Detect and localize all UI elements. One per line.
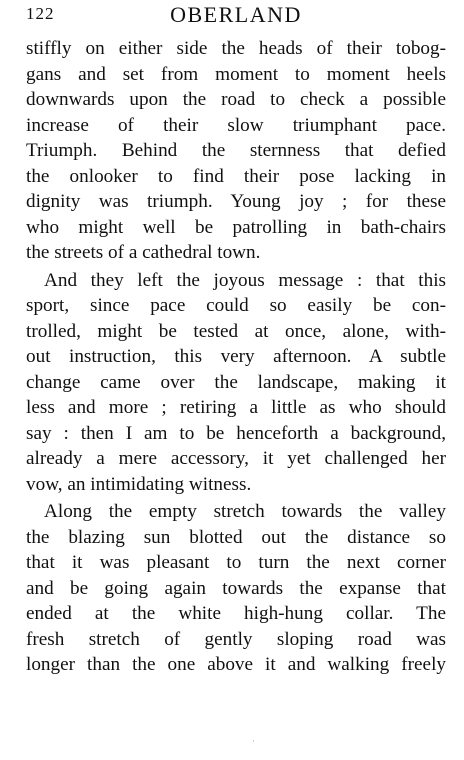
text-line: already a mere accessory, it yet challenged her	[26, 448, 446, 469]
body-text	[26, 36, 446, 678]
paragraph-3	[26, 499, 446, 678]
text-line: Triumph. Behind the sternness that defied	[26, 140, 446, 161]
text-line: out instruction, this very afternoon. A subtle	[26, 346, 446, 367]
text-line: say : then I am to be henceforth a background,	[26, 422, 446, 444]
text-line: the blazing sun blotted out the distance so	[26, 526, 446, 548]
printer-mark: ·	[252, 737, 255, 746]
text-line: who might well be patrolling in bath-chairs	[26, 216, 446, 238]
paragraph-1	[26, 36, 446, 266]
text-line: vow, an intimidating witness.	[26, 473, 252, 495]
text-line: fresh stretch of gently sloping road was	[26, 628, 446, 650]
text-line: less and more ; retiring a little as who should	[26, 397, 446, 418]
paragraph-2	[26, 268, 446, 498]
text-line: downwards upon the road to check a possible	[26, 89, 446, 110]
text-line: the streets of a cathedral town.	[26, 242, 261, 263]
text-line: change came over the landscape, making it	[26, 371, 446, 393]
text-line: that it was pleasant to turn the next corner	[26, 552, 446, 573]
text-line: stiffly on either side the heads of their tobog-	[26, 38, 446, 59]
text-line: increase of their slow triumphant pace.	[26, 114, 446, 136]
text-line: the onlooker to find their pose lacking in	[26, 165, 446, 187]
text-line: longer than the one above it and walking freely	[26, 654, 446, 675]
text-line: trolled, might be tested at once, alone, with-	[26, 320, 446, 342]
text-line: And they left the joyous message : that this	[44, 269, 446, 291]
text-line: ended at the white high-hung collar. The	[26, 603, 446, 624]
text-line: gans and set from moment to moment heels	[26, 63, 446, 85]
running-title: OBERLAND	[170, 2, 302, 27]
text-line: and be going again towards the expanse that	[26, 577, 446, 599]
text-line: Along the empty stretch towards the valley	[44, 501, 446, 522]
page-number: 122	[26, 4, 55, 23]
text-line: dignity was triumph. Young joy ; for these	[26, 191, 446, 212]
text-line: sport, since pace could so easily be con-	[26, 295, 446, 316]
running-head	[26, 2, 446, 30]
